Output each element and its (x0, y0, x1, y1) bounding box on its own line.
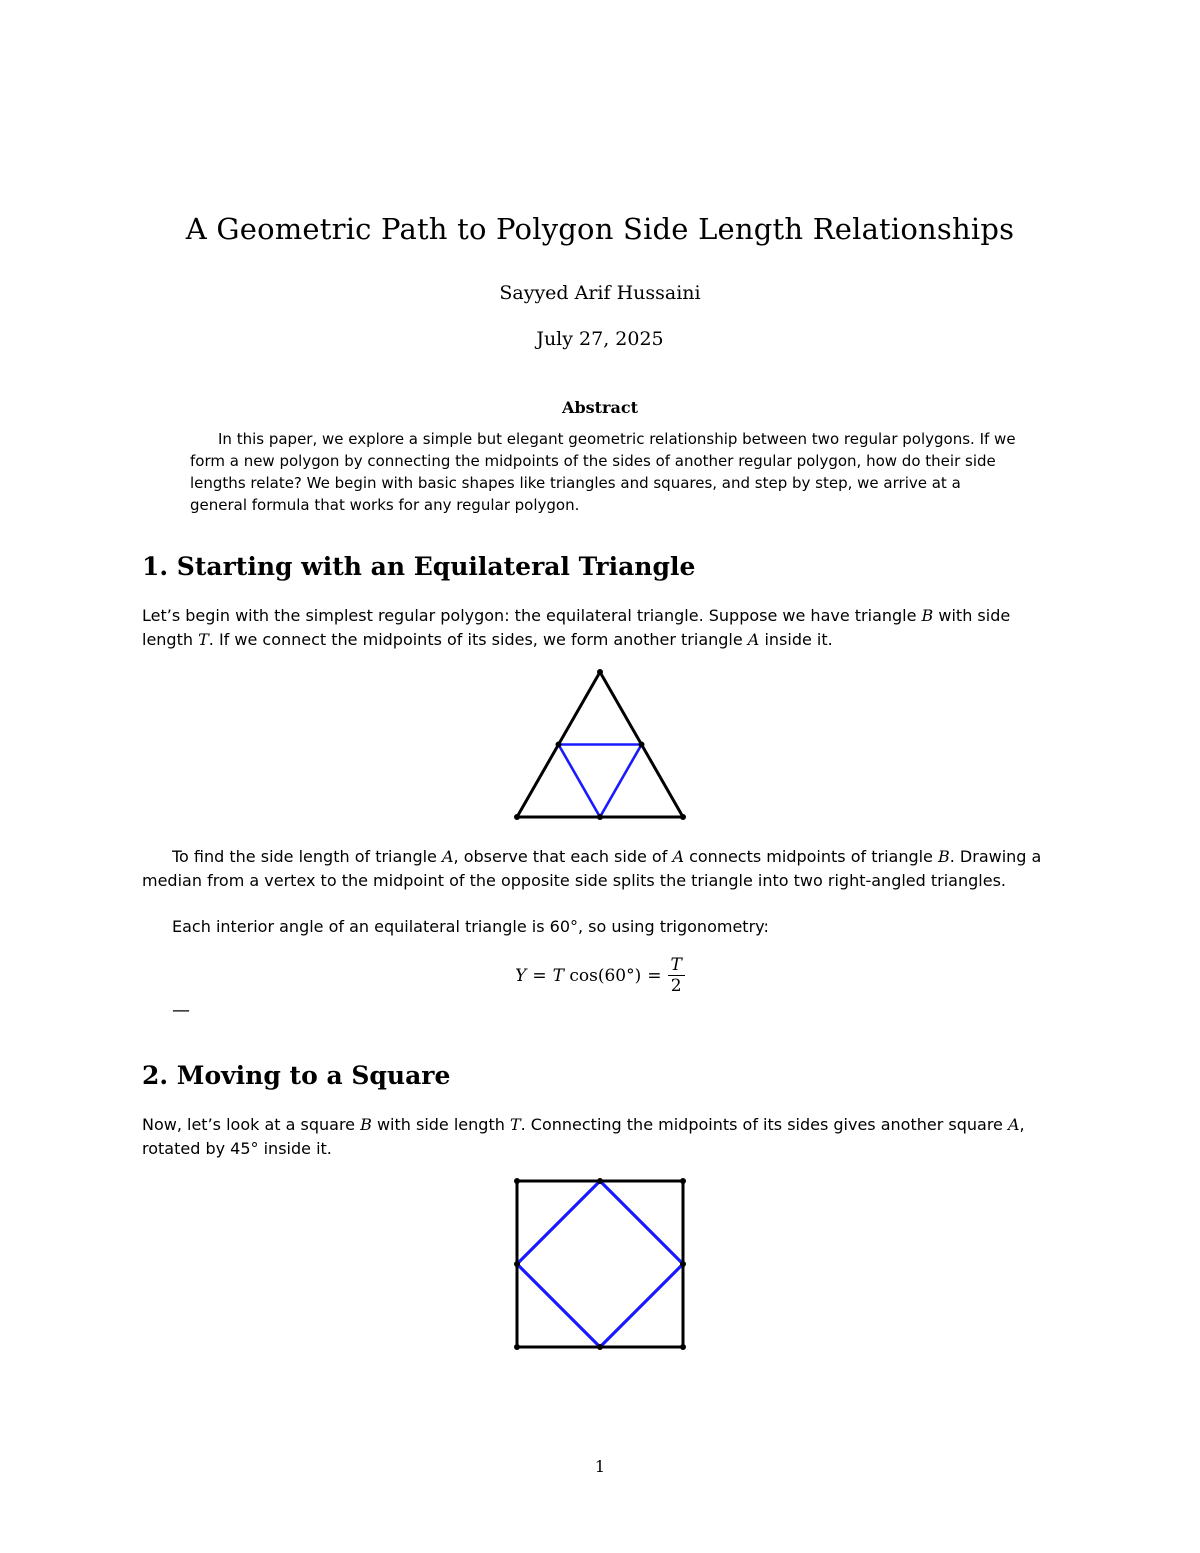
eq-equals-1: = (532, 965, 547, 986)
vertex-dot (597, 1344, 603, 1350)
page-number: 1 (594, 1457, 606, 1476)
vertex-dot (556, 742, 562, 748)
vertex-dot (680, 1344, 686, 1350)
eq-rhs: T cos(60°) (552, 965, 642, 986)
vertex-dot (639, 742, 645, 748)
eq-fraction (668, 955, 685, 996)
section-1-para-3: Each interior angle of an equilateral triangle is 60°, so using trigonometry: (172, 917, 769, 936)
vertex-dot (680, 1261, 686, 1267)
vertex-dot (514, 1261, 520, 1267)
paper-author: Sayyed Arif Hussaini (499, 282, 701, 304)
separator-dash: — (172, 1000, 190, 1021)
equation-y (0, 955, 1200, 996)
section-1-heading: 1. Starting with an Equilateral Triangle (142, 552, 696, 581)
eq-frac-numerator: T (668, 955, 685, 976)
vertex-dot (597, 1178, 603, 1184)
outer-square-b (517, 1181, 683, 1347)
abstract-text: In this paper, we explore a simple but elegant geometric relationship between two regular polygons. If we form a new polygon by connecting the midpoints of the sides of another regular polygon, how do their side lengths relate? We begin with basic shapes like triangles and squares, and step by step, we arrive at a general formula that works for any regular polygon. (190, 430, 1016, 514)
vertex-dot (514, 1344, 520, 1350)
square-figure (510, 1175, 690, 1355)
paper-title: A Geometric Path to Polygon Side Length Relationships (185, 212, 1015, 246)
paper-date: July 27, 2025 (536, 328, 664, 350)
eq-frac-denominator: 2 (670, 976, 682, 996)
vertex-dot (680, 814, 686, 820)
vertex-dot (597, 669, 603, 675)
inner-square-a (517, 1181, 683, 1347)
eq-lhs: Y (515, 965, 527, 986)
eq-equals-2: = (647, 965, 662, 986)
vertex-dot (514, 1178, 520, 1184)
section-1-intro: Let’s begin with the simplest regular polygon: the equilateral triangle. Suppose we have triangle B with side length T. If we connect the midpoints of its sides, we form another triangle A inside it. (142, 606, 1011, 649)
inner-triangle-a (559, 745, 642, 818)
abstract-heading: Abstract (562, 398, 638, 417)
vertex-dot (680, 1178, 686, 1184)
vertex-dot (514, 814, 520, 820)
section-2-heading: 2. Moving to a Square (142, 1061, 451, 1090)
section-2-intro: Now, let’s look at a square B with side length T. Connecting the midpoints of its sides gives another square A, rotated by 45° inside it. (142, 1115, 1025, 1158)
section-1-para-2: To find the side length of triangle A, observe that each side of A connects midpoints of triangle B. Drawing a median from a vertex to the midpoint of the opposite side splits the triangle into two right-angled triangles. (142, 847, 1042, 890)
vertex-dot (597, 814, 603, 820)
triangle-figure (510, 666, 690, 822)
